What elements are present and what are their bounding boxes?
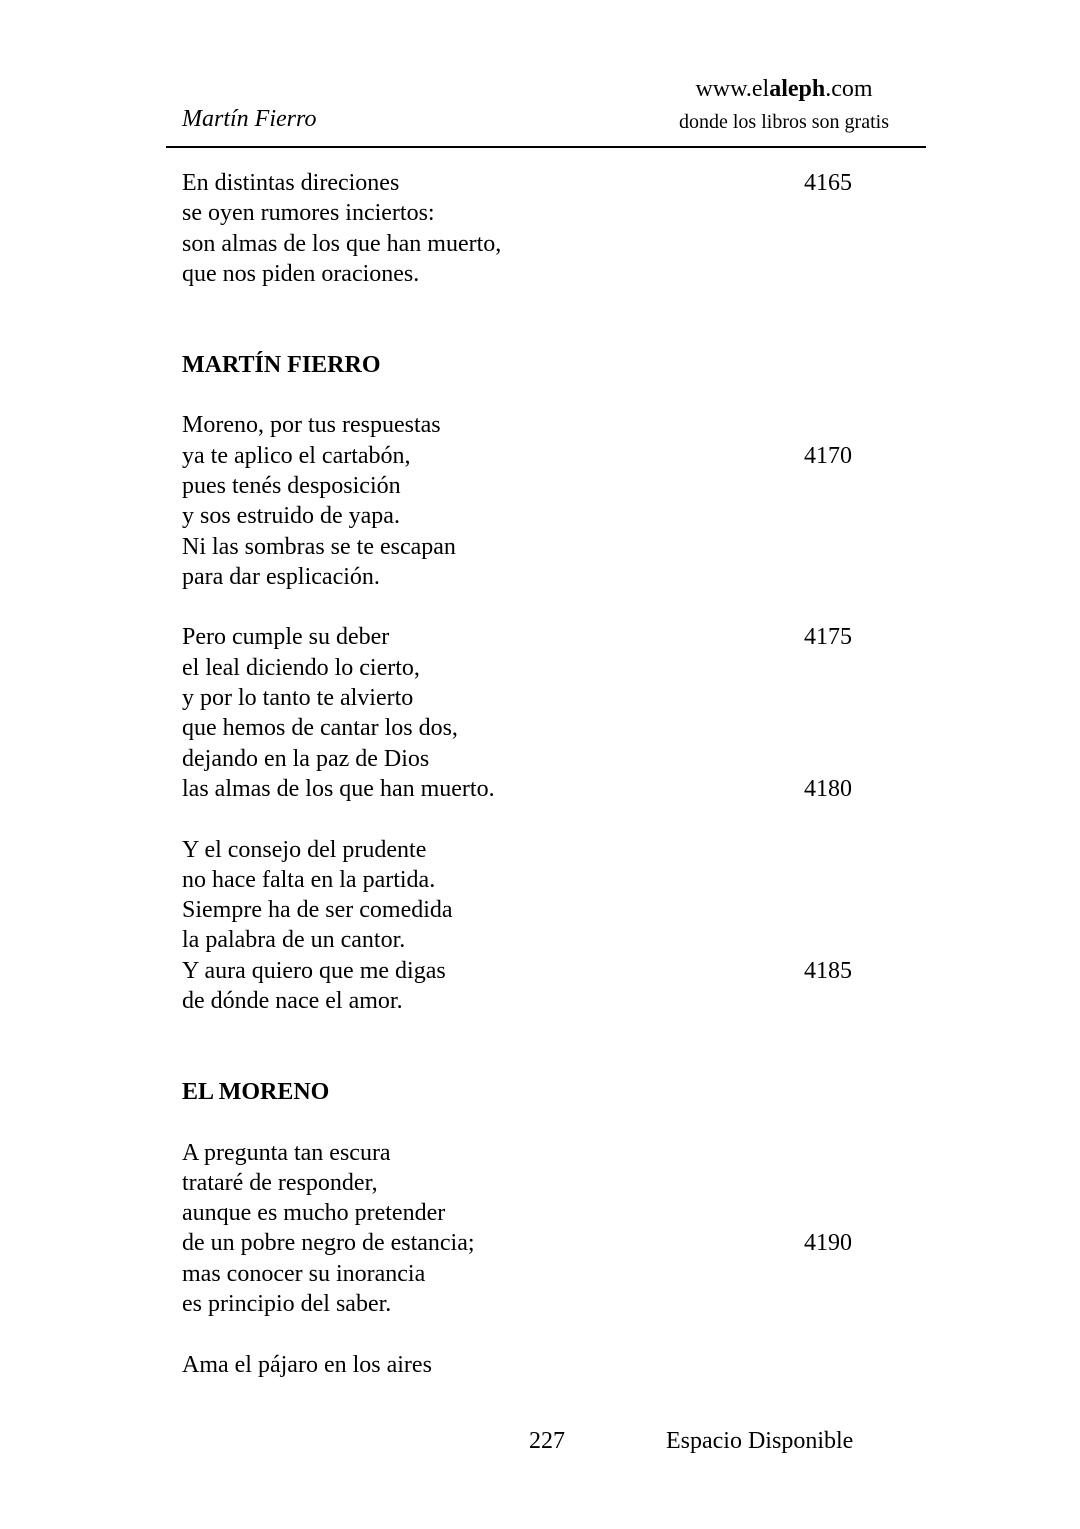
speaker-heading: MARTÍN FIERRO (182, 351, 381, 378)
verse-line (182, 956, 882, 986)
verse-number: 4165 (804, 170, 852, 196)
spacer (182, 380, 882, 410)
stanza (182, 622, 882, 804)
verse-line: no hace falta en la partida. (182, 866, 436, 893)
book-title: Martín Fierro (182, 106, 317, 132)
verse-text: de un pobre negro de estancia; (182, 1230, 475, 1257)
spacer (182, 804, 882, 834)
verse-line: trataré de responder, (182, 1169, 378, 1196)
verse-line: es principio del saber. (182, 1290, 392, 1317)
site-tagline: donde los libros son gratis (679, 111, 889, 133)
verse-line (182, 168, 882, 198)
verse-line: y por lo tanto te alvierto (182, 685, 414, 712)
site-url-suffix: .com (825, 76, 873, 102)
header-divider (166, 146, 926, 148)
verse-line: que hemos de cantar los dos, (182, 715, 458, 742)
poem-body (182, 168, 882, 1380)
verse-line: para dar esplicación. (182, 563, 380, 590)
verse-text: En distintas direciones (182, 170, 400, 196)
verse-line: se oyen rumores inciertos: (182, 200, 435, 227)
verse-line: pues tenés desposición (182, 472, 401, 499)
verse-line: la palabra de un cantor. (182, 927, 406, 954)
spacer (182, 1016, 882, 1077)
site-url (600, 72, 968, 106)
footer-note: Espacio Disponible (666, 1428, 854, 1454)
verse-line: Moreno, por tus respuestas (182, 412, 441, 439)
verse-text: Pero cumple su deber (182, 624, 390, 651)
spacer (182, 1319, 882, 1349)
verse-line: aunque es mucho pretender (182, 1200, 446, 1227)
verse-line: de dónde nace el amor. (182, 988, 403, 1015)
spacer (182, 592, 882, 622)
speaker-heading: EL MORENO (182, 1078, 330, 1105)
stanza (182, 1138, 882, 1320)
verse-number: 4175 (804, 624, 852, 651)
verse-text: ya te aplico el cartabón, (182, 442, 411, 469)
verse-text: Y aura quiero que me digas (182, 957, 446, 984)
verse-line: A pregunta tan escura (182, 1139, 391, 1166)
verse-text: las almas de los que han muerto. (182, 775, 495, 802)
verse-line: y sos estruido de yapa. (182, 503, 400, 530)
verse-line: dejando en la paz de Dios (182, 745, 430, 772)
verse-line (182, 774, 882, 804)
verse-number: 4185 (804, 957, 852, 984)
verse-line: Ama el pájaro en los aires (182, 1351, 432, 1378)
verse-line: Y el consejo del prudente (182, 836, 427, 863)
verse-line: Siempre ha de ser comedida (182, 897, 453, 924)
verse-number: 4170 (804, 442, 852, 469)
verse-line: Ni las sombras se te escapan (182, 533, 456, 560)
stanza (182, 168, 882, 289)
verse-line (182, 441, 882, 471)
site-url-brand: aleph (769, 76, 826, 102)
verse-line: el leal diciendo lo cierto, (182, 654, 420, 681)
verse-line: que nos piden oraciones. (182, 260, 420, 287)
site-url-prefix: www.el (695, 76, 770, 102)
verse-line (182, 1228, 882, 1258)
verse-number: 4180 (804, 775, 852, 802)
stanza (182, 410, 882, 592)
verse-number: 4190 (804, 1230, 852, 1257)
spacer (182, 289, 882, 350)
verse-line (182, 622, 882, 652)
stanza (182, 835, 882, 1017)
verse-line: mas conocer su inorancia (182, 1260, 426, 1287)
page-number: 227 (529, 1428, 565, 1454)
spacer (182, 1107, 882, 1137)
stanza (182, 1350, 882, 1380)
verse-line: son almas de los que han muerto, (182, 230, 502, 257)
